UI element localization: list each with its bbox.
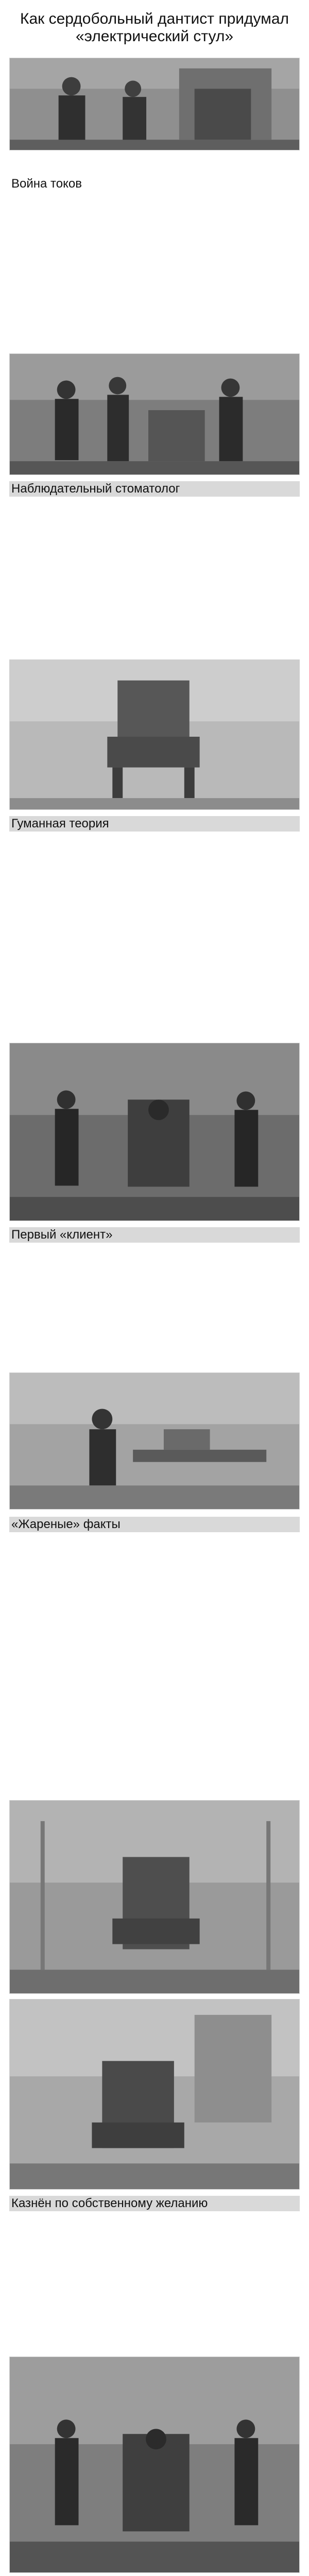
paragraph	[9, 2308, 300, 2351]
paragraph	[9, 908, 300, 940]
paragraph	[9, 942, 300, 974]
paragraph	[9, 596, 300, 622]
historical-photo	[9, 1800, 300, 1994]
paragraph	[9, 1245, 300, 1285]
paragraph	[9, 1534, 300, 1583]
section-heading: Казнён по собственному желанию	[9, 2196, 300, 2211]
paragraph	[9, 255, 300, 306]
historical-photo	[9, 1043, 300, 1221]
paragraph	[9, 1721, 300, 1758]
paragraph	[9, 567, 300, 594]
paragraph	[9, 2213, 300, 2259]
paragraph	[9, 2261, 300, 2306]
paragraph	[9, 1630, 300, 1673]
section-heading: Наблюдательный стоматолог	[9, 481, 300, 497]
section-heading: Первый «клиент»	[9, 1227, 300, 1243]
paragraph	[9, 499, 300, 531]
paragraph	[9, 834, 300, 867]
paragraph	[9, 1760, 300, 1795]
section-heading: Война токов	[11, 177, 82, 191]
section-heading: «Жареные» факты	[9, 1517, 300, 1532]
paragraph	[9, 1585, 300, 1628]
paragraph	[9, 1010, 300, 1039]
paragraph	[9, 1675, 300, 1719]
paragraph	[9, 308, 300, 349]
paragraph	[9, 1326, 300, 1368]
historical-photo	[9, 1999, 300, 2190]
paragraph	[9, 624, 300, 655]
paragraph	[9, 533, 300, 565]
historical-photo	[9, 2357, 300, 2573]
section-heading: Гуманная теория	[9, 816, 300, 832]
paragraph	[9, 194, 300, 252]
historical-photo	[9, 1372, 300, 1510]
article-title: Как сердобольный дантист придумал «электрический стул»	[20, 10, 289, 45]
paragraph	[9, 869, 300, 906]
paragraph	[9, 152, 300, 174]
historical-photo	[9, 58, 300, 150]
historical-photo	[9, 353, 300, 475]
historical-photo	[9, 659, 300, 810]
paragraph	[9, 976, 300, 1008]
paragraph	[9, 1287, 300, 1324]
